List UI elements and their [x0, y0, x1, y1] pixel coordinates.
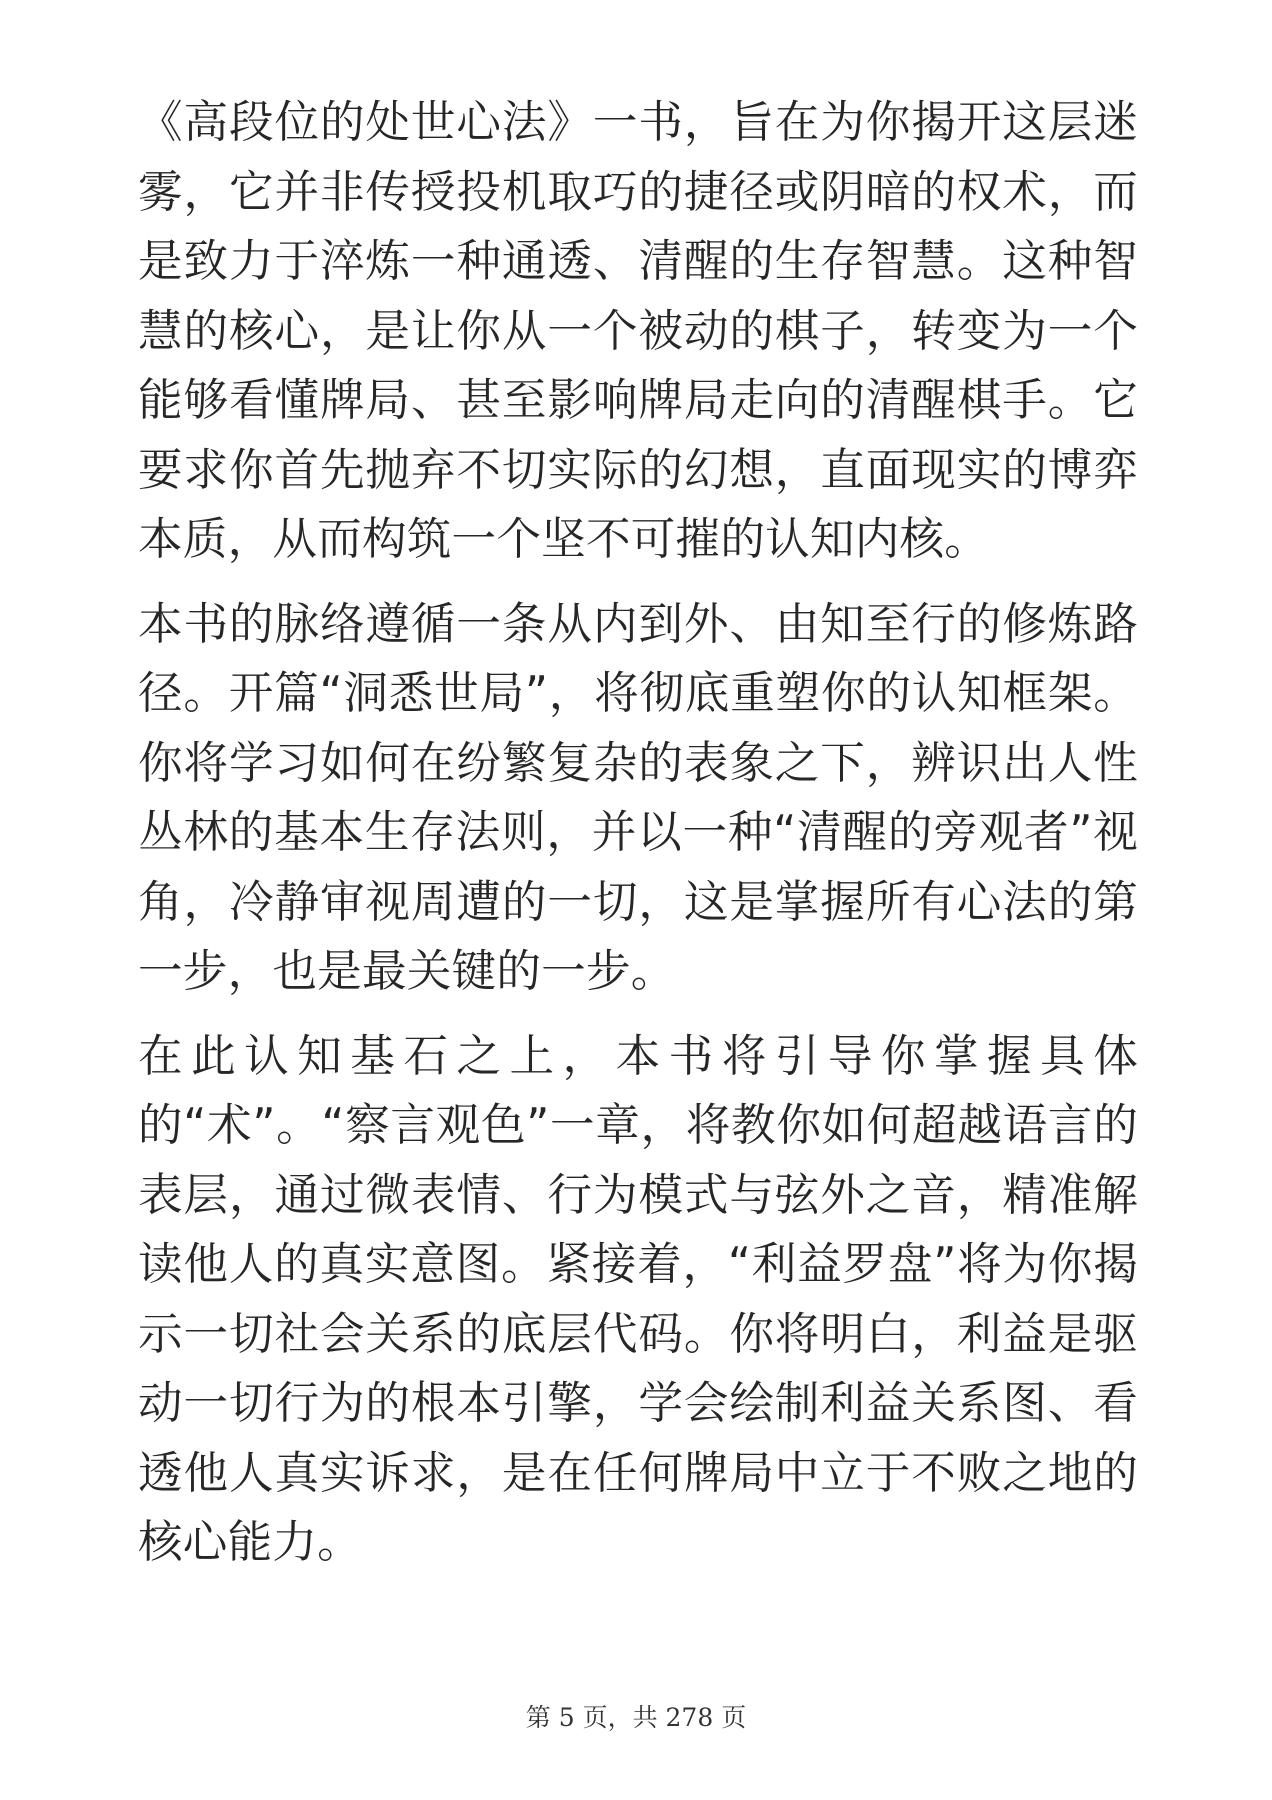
page-number: 第 5 页，共 278 页 — [525, 1703, 747, 1732]
structure-paragraph: 本书的脉络遵循一条从内到外、由知至行的修炼路径。开篇“洞悉世局”，将彻底重塑你的认知框架。你将学习如何在纷繁复杂的表象之下，辨识出人性丛林的基本生存法则，并以一种“清醒的旁观者”视角，冷静审视周遭的一切，这是掌握所有心法的第一步，也是最关键的一步。 — [138, 597, 1138, 997]
skills-paragraph: 在此认知基石之上，本书将引导你掌握具体的“术”。“察言观色”一章，将教你如何超越语言的表层，通过微表情、行为模式与弦外之音，精准解读他人的真实意图。紧接着，“利益罗盘”将为你揭示一切社会关系的底层代码。你将明白，利益是驱动一切行为的根本引擎，学会绘制利益关系图、看透他人真实诉求，是在任何牌局中立于不败之地的核心能力。 — [138, 1029, 1138, 1568]
page-body — [138, 88, 1138, 1593]
intro-paragraph: 《高段位的处世心法》一书，旨在为你揭开这层迷雾，它并非传授投机取巧的捷径或阴暗的权术，而是致力于淬炼一种通透、清醒的生存智慧。这种智慧的核心，是让你从一个被动的棋子，转变为一个能够看懂牌局、甚至影响牌局走向的清醒棋手。它要求你首先抛弃不切实际的幻想，直面现实的博弈本质，从而构筑一个坚不可摧的认知内核。 — [138, 96, 1138, 565]
